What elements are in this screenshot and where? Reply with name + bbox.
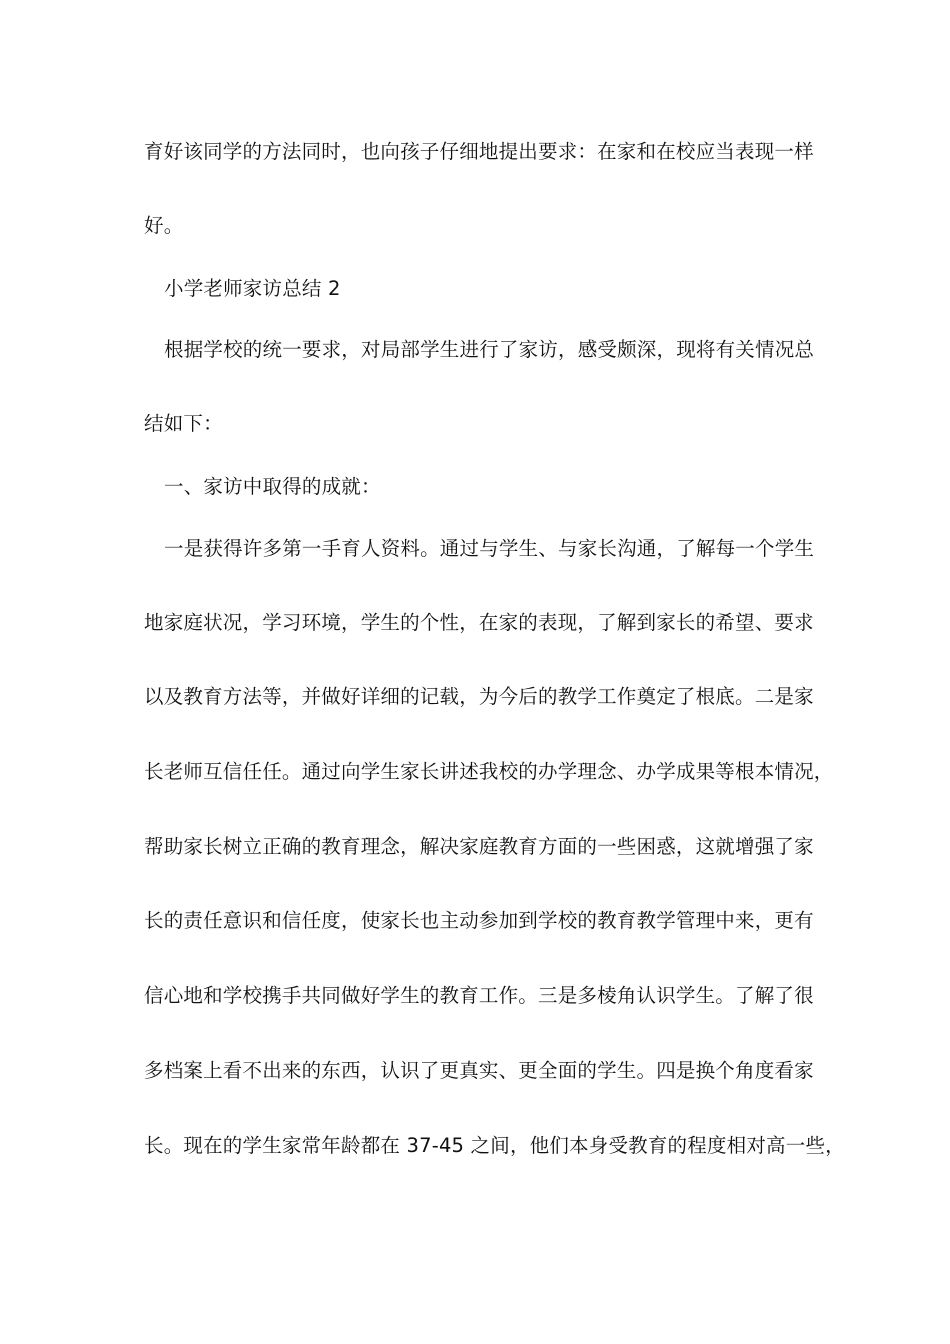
subsection-heading: 一、家访中取得的成就：	[164, 475, 381, 498]
body-text-line: 结如下：	[144, 412, 223, 435]
body-text-line: 长。现在的学生家常年龄都在 37-45 之间，他们本身受教育的程度相对高一些，	[144, 1134, 845, 1157]
body-text-line: 地家庭状况，学习环境，学生的个性，在家的表现，了解到家长的希望、要求	[144, 611, 814, 634]
body-text-line: 长的责任意识和信任度，使家长也主动参加到学校的教育教学管理中来，更有	[144, 909, 814, 932]
body-text-line: 帮助家长树立正确的教育理念，解决家庭教育方面的一些困惑，这就增强了家	[144, 835, 814, 858]
body-text-line: 信心地和学校携手共同做好学生的教育工作。三是多棱角认识学生。了解了很	[144, 984, 814, 1007]
body-text-line: 育好该同学的方法同时，也向孩子仔细地提出要求：在家和在校应当表现一样	[144, 140, 814, 163]
body-text-line: 好。	[144, 214, 184, 237]
body-text-line: 长老师互信任任。通过向学生家长讲述我校的办学理念、办学成果等根本情况，	[144, 760, 834, 783]
body-text-line: 一是获得许多第一手育人资料。通过与学生、与家长沟通，了解每一个学生	[164, 537, 815, 560]
body-text-line: 根据学校的统一要求，对局部学生进行了家访，感受颇深，现将有关情况总	[164, 338, 815, 361]
body-text-line: 多档案上看不出来的东西，认识了更真实、更全面的学生。四是换个角度看家	[144, 1059, 814, 1082]
section-heading: 小学老师家访总结 2	[164, 277, 341, 300]
body-text-line: 以及教育方法等，并做好详细的记载，为今后的教学工作奠定了根底。二是家	[144, 685, 814, 708]
